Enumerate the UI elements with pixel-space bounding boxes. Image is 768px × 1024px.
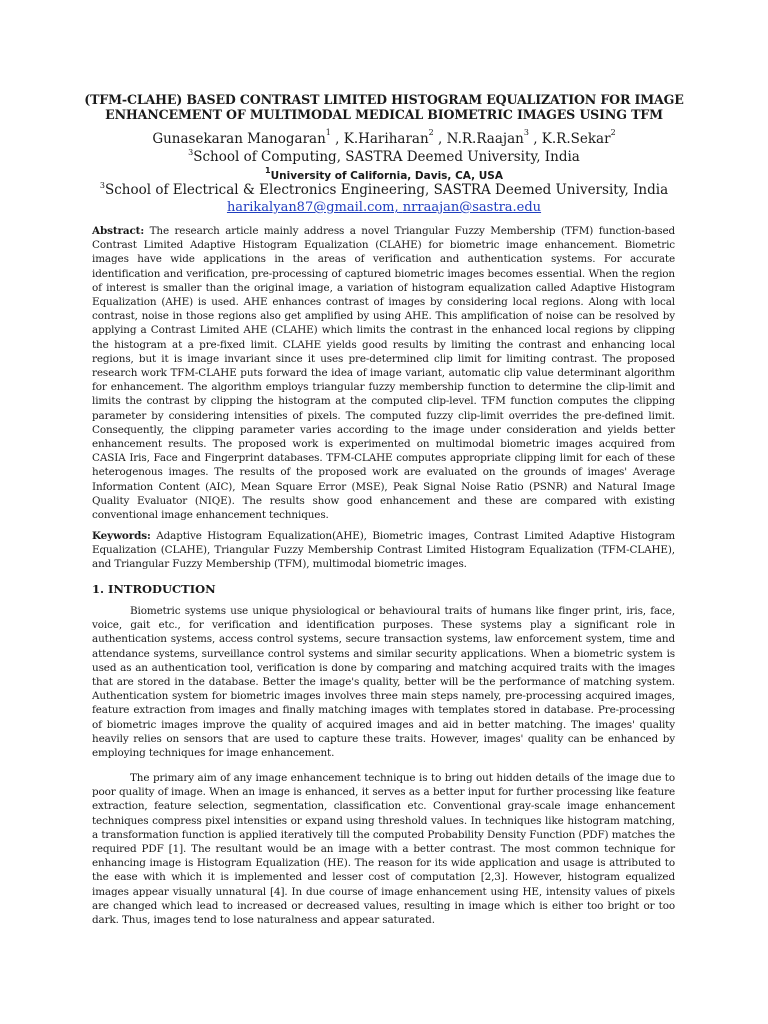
affiliation-mark: 1 bbox=[265, 166, 271, 175]
intro-paragraph-2 bbox=[92, 771, 675, 927]
author-name: K.R.Sekar bbox=[541, 131, 611, 147]
affiliation-electrical bbox=[0, 181, 768, 198]
email-line bbox=[0, 200, 768, 215]
paper-title-line-1: (TFM-CLAHE) BASED CONTRAST LIMITED HISTOGRAM EQUALIZATION FOR IMAGE bbox=[84, 92, 684, 107]
email-link-harikalyan[interactable]: harikalyan87@gmail.com, bbox=[226, 200, 399, 215]
affiliation-mark: 3 bbox=[188, 148, 194, 157]
intro-paragraph-1-text: Biometric systems use unique physiological or behavioural traits of humans like finger print, iris, face, voice, gait etc., for verification and identification purposes. These systems play a significant role in authentication systems, access control systems, secure transaction systems, law enforcement system, time and attendance systems, surveillance control systems and similar security applications. When a biometric system is used as an authentication tool, verification is done by comparing and matching acquired traits with the images that are stored in the database. Better the image's quality, better will be the performance of matching system. Authentication system for biometric images involves three main steps namely, pre-processing acquired images, feature extraction from images and finally matching images with templates stored in database. Pre-processing of biometric images improve the quality of acquired images and aid in better matching. The images' quality heavily relies on sensors that are used to capture these traits. However, images' quality can be enhanced by employing techniques for image enhancement. bbox=[92, 605, 675, 760]
email-link-nrraajan[interactable]: nrraajan@sastra.edu bbox=[402, 200, 542, 215]
author-affiliation-mark: 2 bbox=[610, 128, 616, 137]
author-name: Gunasekaran Manogaran bbox=[152, 131, 326, 147]
affiliation-text: University of California, Davis, CA, USA bbox=[270, 170, 503, 182]
abstract-text: The research article mainly address a novel Triangular Fuzzy Membership (TFM) function-based Contrast Limited Adaptive Histogram Equalization (CLAHE) for biometric image enhancement. Biometric images have wide applications in the areas of verification and authentication systems. For accurate identification and verification, pre-processing of captured biometric images becomes essential. When the region of interest is smaller than the original image, a variation of histogram equalization called Adaptive Histogram Equalization (AHE) is used. AHE enhances contrast of images by considering local regions. Along with local contrast, noise in those regions also get amplified by using AHE. This amplification of noise can be resolved by applying a Contrast Limited AHE (CLAHE) which limits the contrast in the enhanced local regions by clipping the histogram at a pre-fixed limit. CLAHE yields good results by limiting the contrast and enhancing local regions, but it is image invariant since it uses pre-determined clip limit for limiting contrast. The proposed research work TFM-CLAHE puts forward the idea of image variant, automatic clip value determinant algorithm for enhancement. The algorithm employs triangular fuzzy membership function to determine the clip-limit and limits the contrast by clipping the histogram at the computed clip-level. TFM function computes the clipping parameter by considering intensities of pixels. The computed fuzzy clip-limit overrides the pre-defined limit. Consequently, the clipping parameter varies according to the image under consideration and yields better enhancement results. The proposed work is experimented on multimodal biometric images acquired from CASIA Iris, Face and Fingerprint databases. TFM-CLAHE computes appropriate clipping limit for each of these heterogenous images. The results of the proposed work are evaluated on the grounds of images' Average Information Content (AIC), Mean Square Error (MSE), Peak Signal Noise Ratio (PSNR) and Natural Image Quality Evaluator (NIQE). The results show good enhancement and these are compared with existing conventional image enhancement techniques. bbox=[92, 225, 675, 522]
keywords-label: Keywords: bbox=[92, 530, 151, 542]
author-name: N.R.Raajan bbox=[446, 131, 524, 147]
keywords-text: Adaptive Histogram Equalization(AHE), Biometric images, Contrast Limited Adaptive Histogram Equalization (CLAHE), Triangular Fuzzy Membership Contrast Limited Histogram Equalization (TFM-CLAHE), and Triangular Fuzzy Membership (TFM), multimodal biometric images. bbox=[92, 530, 675, 571]
affiliation-text: School of Electrical & Electronics Engineering, SASTRA Deemed University, India bbox=[104, 182, 669, 198]
abstract-label: Abstract: bbox=[92, 225, 145, 237]
section-heading-introduction: 1. INTRODUCTION bbox=[92, 582, 216, 596]
affiliation-text: School of Computing, SASTRA Deemed University, India bbox=[193, 149, 580, 165]
intro-paragraph-2-text: The primary aim of any image enhancement technique is to bring out hidden details of the image due to poor quality of image. When an image is enhanced, it serves as a better input for further processing like feature extraction, feature selection, segmentation, classification etc. Conventional gray-scale image enhancement techniques compress pixel intensities or expand using threshold values. In techniques like histogram matching, a transformation function is applied iteratively till the computed Probability Density Function (PDF) matches the required PDF [1]. The resultant would be an image with a better contrast. The most common technique for enhancing image is Histogram Equalization (HE). The reason for its wide application and usage is attributed to the ease with which it is implemented and lesser cost of computation [2,3]. However, histogram equalized images appear visually unnatural [4]. In due course of image enhancement using HE, intensity values of pixels are changed which lead to increased or decreased values, resulting in image which is either too bright or too dark. Thus, images tend to lose naturalness and appear saturated. bbox=[92, 772, 675, 927]
author-name: K.Hariharan bbox=[343, 131, 429, 147]
paper-title bbox=[70, 92, 698, 122]
intro-paragraph-1 bbox=[92, 604, 675, 760]
affiliation-mark: 3 bbox=[99, 181, 105, 190]
keywords bbox=[92, 529, 675, 572]
author-affiliation-mark: 1 bbox=[325, 128, 331, 137]
author-affiliation-mark: 3 bbox=[523, 128, 529, 137]
abstract bbox=[92, 224, 675, 522]
author-list: Gunasekaran Manogaran$^1$ , K.Hariharan$^2$ , N.R.Raajan$^3$ , K.R.Sekar$^2$ bbox=[152, 128, 616, 147]
author-affiliation-mark: 2 bbox=[428, 128, 434, 137]
paper-title-line-2: ENHANCEMENT OF MULTIMODAL MEDICAL BIOMETRIC IMAGES USING TFM bbox=[105, 107, 663, 122]
affiliation-california bbox=[0, 166, 768, 182]
affiliation-computing bbox=[0, 148, 768, 165]
